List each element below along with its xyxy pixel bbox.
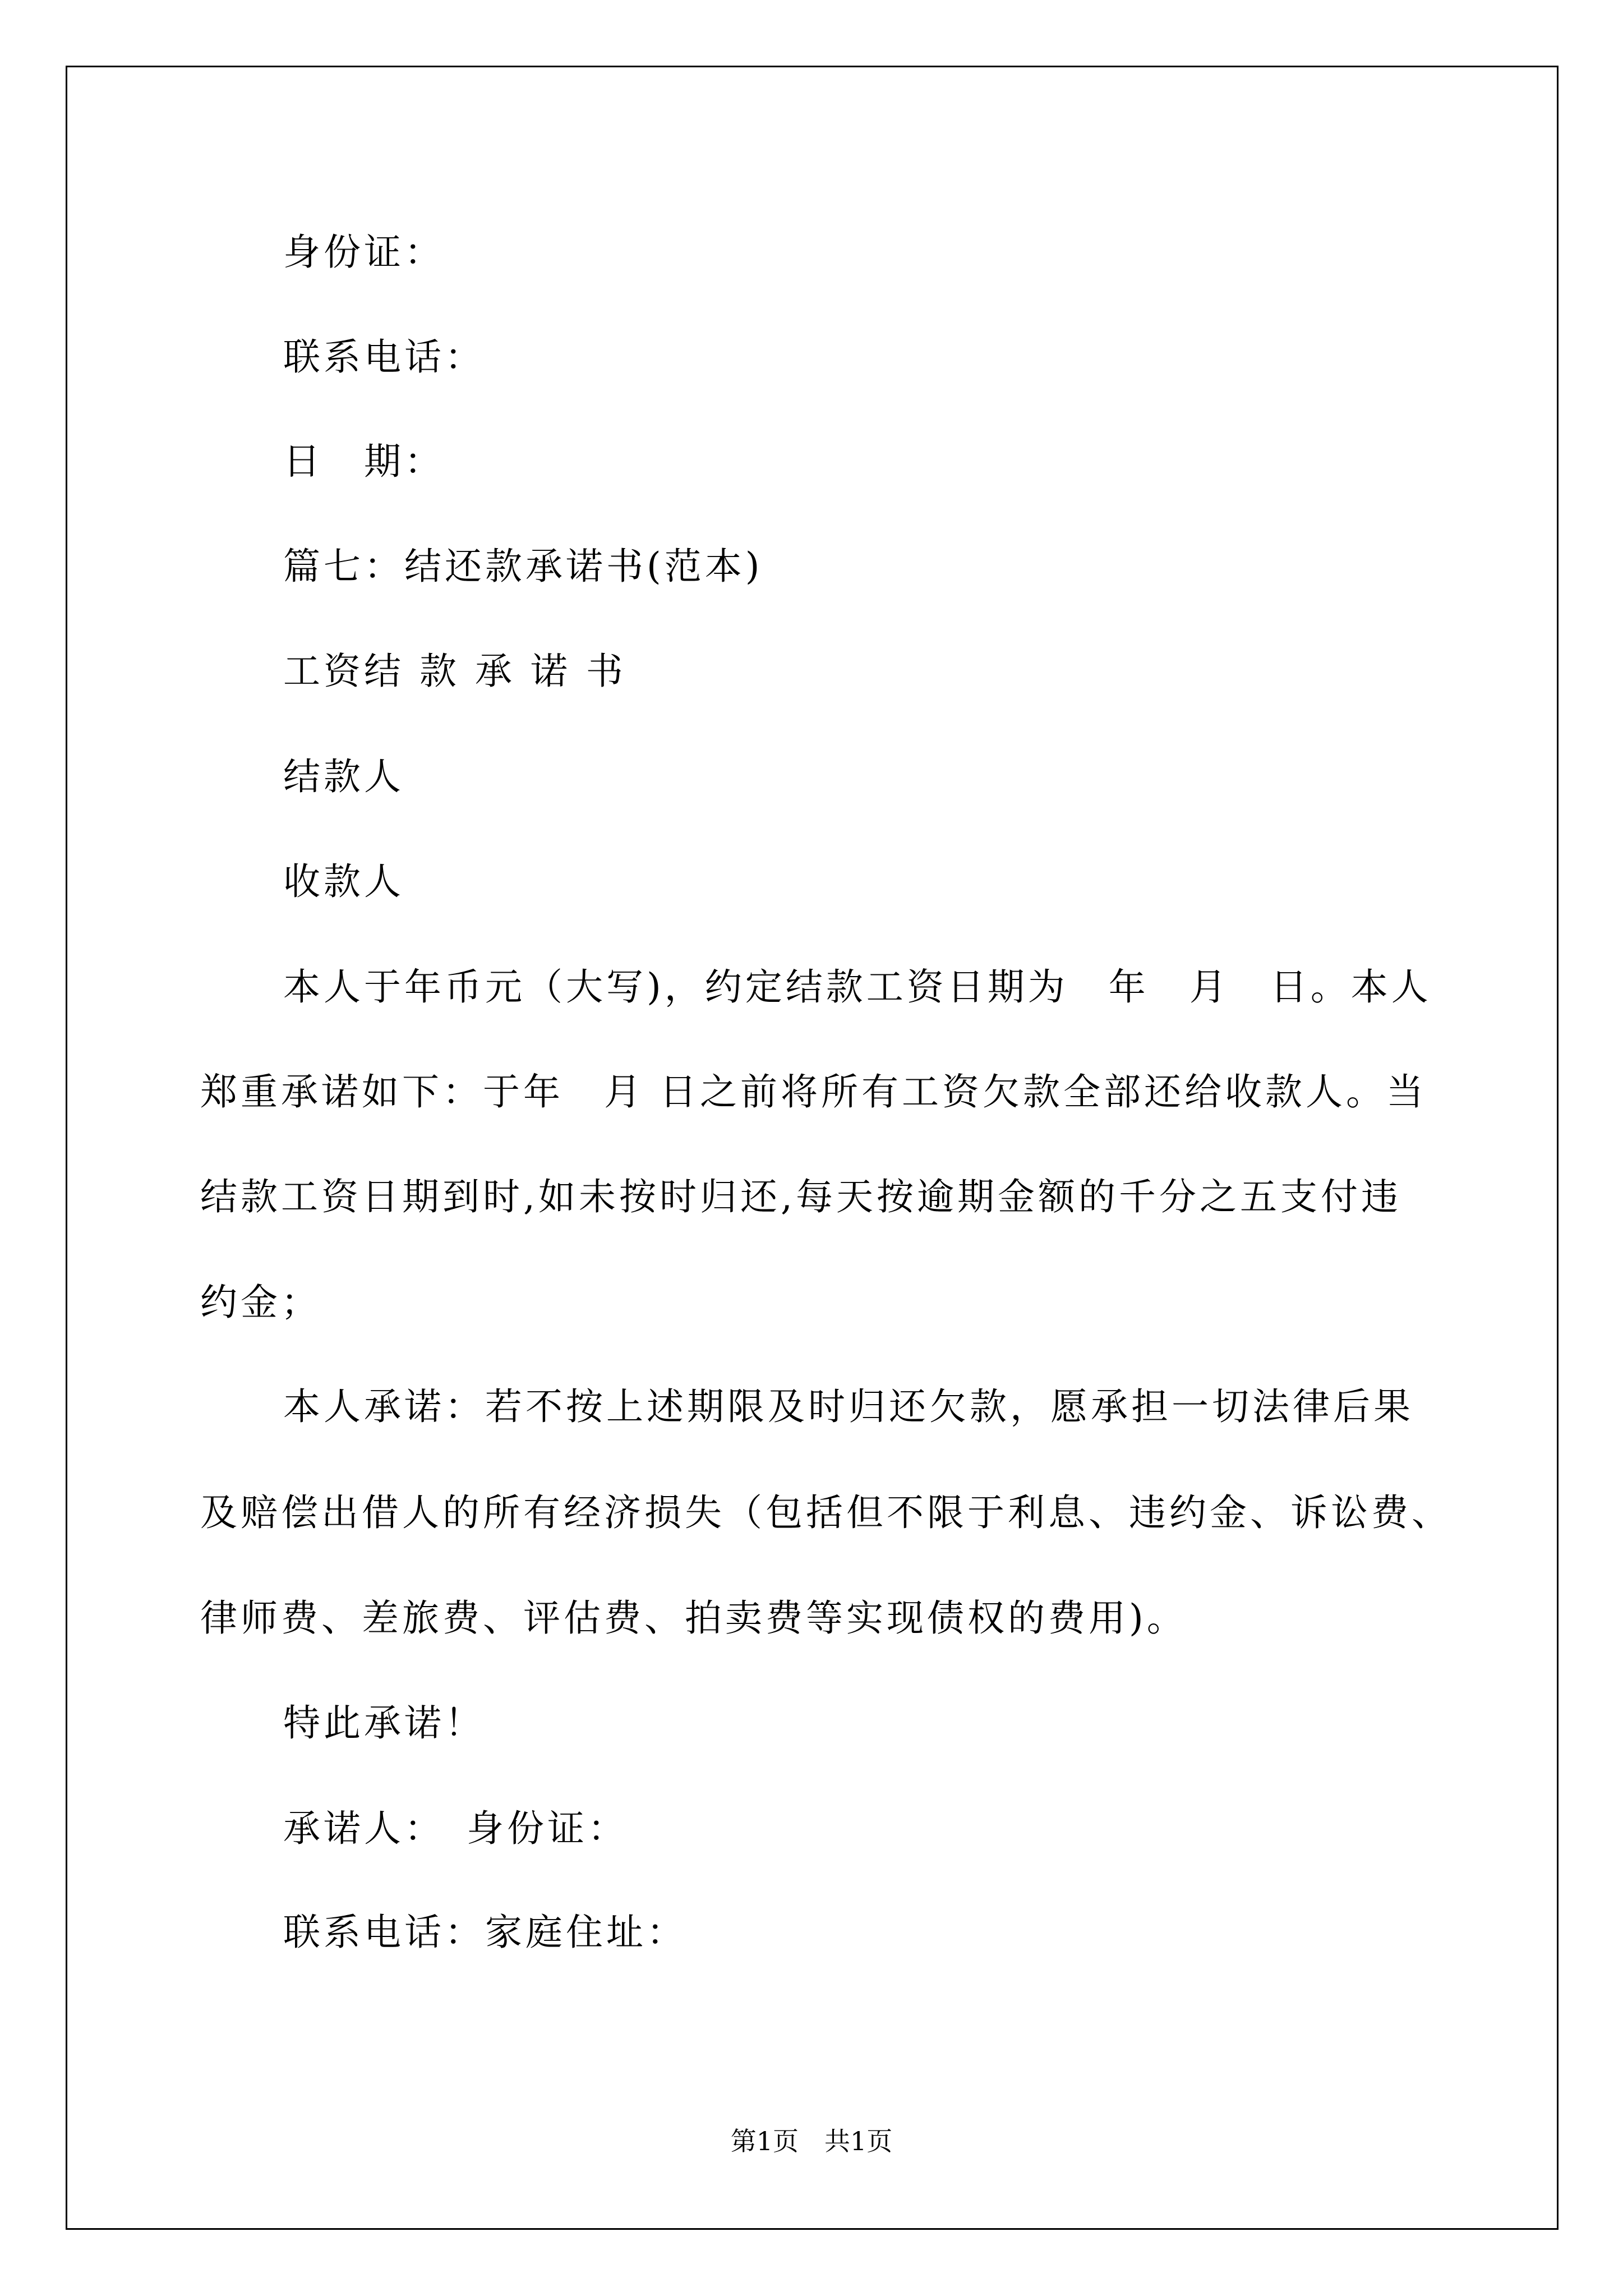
date-label: 日 期： [283,440,445,483]
page-number: 第1页 共1页 [730,2126,893,2156]
page-border [66,66,1559,2230]
paragraph-line: 结款工资日期到时,如未按时归还,每天按逾期金额的千分之五支付违 [200,1175,1401,1218]
section-heading: 篇七：结还款承诺书(范本) [283,545,763,588]
paragraph-line: 本人承诺：若不按上述期限及时归还欠款，愿承担一切法律后果 [283,1385,1414,1428]
paragraph-line: 本人于年币元（大写)，约定结款工资日期为 年 月 日。本人 [283,965,1432,1009]
paragraph-line: 郑重承诺如下：于年 月 日之前将所有工资欠款全部还给收款人。当 [200,1070,1427,1114]
paragraph-line: 约金； [200,1281,321,1324]
paragraph-line: 律师费、差旅费、评估费、拍卖费等实现债权的费用)。 [200,1596,1187,1640]
promisor-id-label: 承诺人： 身份证： [283,1807,628,1850]
closing-statement: 特此承诺！ [283,1701,485,1745]
id-card-label: 身份证： [283,231,445,274]
payer-label: 结款人 [283,755,404,798]
document-title: 工资结 款 承 诺 书 [283,650,626,693]
contact-address-label: 联系电话：家庭住址： [283,1911,687,1954]
payee-label: 收款人 [283,860,404,903]
phone-label: 联系电话： [283,335,485,379]
paragraph-line: 及赔偿出借人的所有经济损失（包括但不限于利息、违约金、诉讼费、 [200,1491,1452,1534]
